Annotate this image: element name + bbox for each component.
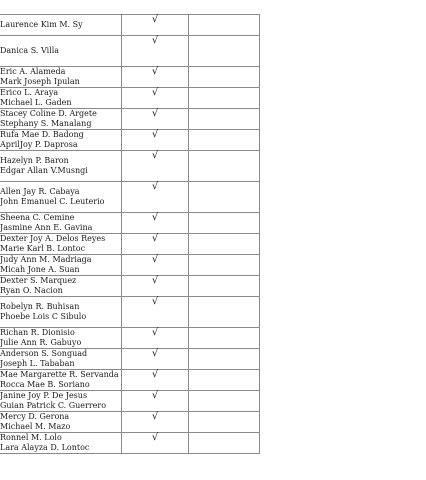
- names-cell: [0, 297, 122, 328]
- check-mark-icon: √: [151, 369, 159, 380]
- check-cell: [122, 276, 188, 297]
- table-row: [0, 328, 260, 349]
- student-name: Joseph L. Tababan: [0, 359, 75, 368]
- check-mark-icon: √: [151, 66, 159, 77]
- check-cell: [122, 109, 188, 130]
- check-cell: [122, 255, 188, 276]
- student-name: Marie Karl B. Lontoc: [0, 244, 86, 253]
- check-mark-icon: √: [151, 181, 159, 192]
- check-cell: [122, 370, 188, 391]
- table-row: [0, 349, 260, 370]
- student-name: Eric A. Alameda: [0, 67, 66, 76]
- table-row: [0, 151, 260, 182]
- empty-cell: [188, 36, 259, 67]
- check-cell: [122, 36, 188, 67]
- check-cell: [122, 349, 188, 370]
- student-name: Mark Joseph Ipulan: [0, 77, 80, 86]
- table-row: [0, 182, 260, 213]
- empty-cell: [188, 349, 259, 370]
- student-name: Mae Margarette R. Servanda: [0, 370, 119, 379]
- check-cell: [122, 67, 188, 88]
- student-name: Guian Patrick C. Guerrero: [0, 401, 107, 410]
- student-name: Richan R. Dionisio: [0, 328, 75, 337]
- table-row: [0, 433, 260, 454]
- student-name: Micah Jone A. Suan: [0, 265, 80, 274]
- check-mark-icon: √: [151, 432, 159, 443]
- empty-cell: [188, 328, 259, 349]
- table-body: [0, 15, 260, 454]
- table-row: [0, 130, 260, 151]
- student-name: Julie Ann R. Gabuyo: [0, 338, 82, 347]
- empty-cell: [188, 276, 259, 297]
- check-mark-icon: √: [151, 233, 159, 244]
- empty-cell: [188, 391, 259, 412]
- student-name: Michael L. Gaden: [0, 98, 72, 107]
- empty-cell: [188, 130, 259, 151]
- table-row: [0, 412, 260, 433]
- empty-cell: [188, 213, 259, 234]
- check-cell: [122, 234, 188, 255]
- table-row: [0, 391, 260, 412]
- empty-cell: [188, 182, 259, 213]
- student-name: Edgar Allan V.Musngi: [0, 166, 88, 175]
- empty-cell: [188, 255, 259, 276]
- table-row: [0, 67, 260, 88]
- names-cell: [0, 391, 122, 412]
- empty-cell: [188, 433, 259, 454]
- student-name: Anderson S. Songuad: [0, 349, 88, 358]
- student-name: Phoebe Lois C Sibulo: [0, 312, 87, 321]
- names-cell: [0, 15, 122, 36]
- empty-cell: [188, 297, 259, 328]
- table-row: [0, 109, 260, 130]
- check-cell: [122, 151, 188, 182]
- student-name: Judy Ann M. Madriaga: [0, 255, 92, 264]
- student-name: Laurence Kim M. Sy: [0, 20, 83, 29]
- student-name: Stephany S. Manalang: [0, 119, 92, 128]
- empty-cell: [188, 234, 259, 255]
- table-row: [0, 213, 260, 234]
- names-cell: [0, 349, 122, 370]
- check-cell: [122, 391, 188, 412]
- check-cell: [122, 88, 188, 109]
- names-cell: [0, 370, 122, 391]
- names-cell: [0, 151, 122, 182]
- check-mark-icon: √: [151, 212, 159, 223]
- check-cell: [122, 433, 188, 454]
- student-name: Mercy D. Gerona: [0, 412, 70, 421]
- check-cell: [122, 182, 188, 213]
- empty-cell: [188, 370, 259, 391]
- names-cell: [0, 109, 122, 130]
- check-mark-icon: √: [151, 390, 159, 401]
- names-cell: [0, 234, 122, 255]
- check-cell: [122, 412, 188, 433]
- student-name: Dexter Joy A. Delos Reyes: [0, 234, 106, 243]
- empty-cell: [188, 151, 259, 182]
- names-cell: [0, 255, 122, 276]
- table-row: [0, 370, 260, 391]
- student-name: AprilJoy P. Daprosa: [0, 140, 78, 149]
- table-row: [0, 255, 260, 276]
- table-row: [0, 234, 260, 255]
- student-name: Danica S. Villa: [0, 46, 60, 55]
- names-cell: [0, 213, 122, 234]
- check-mark-icon: √: [151, 150, 159, 161]
- student-name: Rocca Mae B. Soriano: [0, 380, 90, 389]
- check-mark-icon: √: [151, 327, 159, 338]
- student-name: Ronnel M. Lolo: [0, 433, 62, 442]
- empty-cell: [188, 412, 259, 433]
- check-mark-icon: √: [151, 254, 159, 265]
- student-name: Ryan O. Nacion: [0, 286, 63, 295]
- check-mark-icon: √: [151, 129, 159, 140]
- check-mark-icon: √: [151, 296, 159, 307]
- student-name: Erico L. Araya: [0, 88, 59, 97]
- check-mark-icon: √: [151, 108, 159, 119]
- names-cell: [0, 88, 122, 109]
- check-cell: [122, 328, 188, 349]
- table-row: [0, 297, 260, 328]
- check-mark-icon: √: [151, 14, 159, 25]
- attendance-table-fragment: [0, 14, 260, 454]
- names-cell: [0, 328, 122, 349]
- student-name: Jasmine Ann E. Gavina: [0, 223, 93, 232]
- table-row: [0, 15, 260, 36]
- table-row: [0, 88, 260, 109]
- names-cell: [0, 130, 122, 151]
- check-cell: [122, 130, 188, 151]
- student-name: Hazelyn P. Baron: [0, 156, 69, 165]
- student-name: Janine Joy P. De Jesus: [0, 391, 88, 400]
- student-name: Michael M. Mazo: [0, 422, 71, 431]
- names-cell: [0, 67, 122, 88]
- check-cell: [122, 15, 188, 36]
- check-mark-icon: √: [151, 275, 159, 286]
- names-cell: [0, 412, 122, 433]
- attendance-table: [0, 14, 260, 454]
- student-name: Dexter S. Marquez: [0, 276, 77, 285]
- student-name: Sheena C. Cemine: [0, 213, 75, 222]
- student-name: Lara Alayza D. Lontoc: [0, 443, 90, 452]
- empty-cell: [188, 67, 259, 88]
- student-name: John Emanuel C. Leuterio: [0, 197, 105, 206]
- empty-cell: [188, 15, 259, 36]
- check-mark-icon: √: [151, 87, 159, 98]
- empty-cell: [188, 88, 259, 109]
- names-cell: [0, 36, 122, 67]
- table-row: [0, 276, 260, 297]
- check-cell: [122, 213, 188, 234]
- student-name: Robelyn R. Buhisan: [0, 302, 80, 311]
- names-cell: [0, 433, 122, 454]
- table-row: [0, 36, 260, 67]
- check-mark-icon: √: [151, 411, 159, 422]
- check-mark-icon: √: [151, 35, 159, 46]
- check-cell: [122, 297, 188, 328]
- student-name: Stacey Coline D. Argete: [0, 109, 97, 118]
- check-mark-icon: √: [151, 348, 159, 359]
- student-name: Allen Jay R. Cabaya: [0, 187, 80, 196]
- empty-cell: [188, 109, 259, 130]
- names-cell: [0, 276, 122, 297]
- names-cell: [0, 182, 122, 213]
- student-name: Rufa Mae D. Badong: [0, 130, 84, 139]
